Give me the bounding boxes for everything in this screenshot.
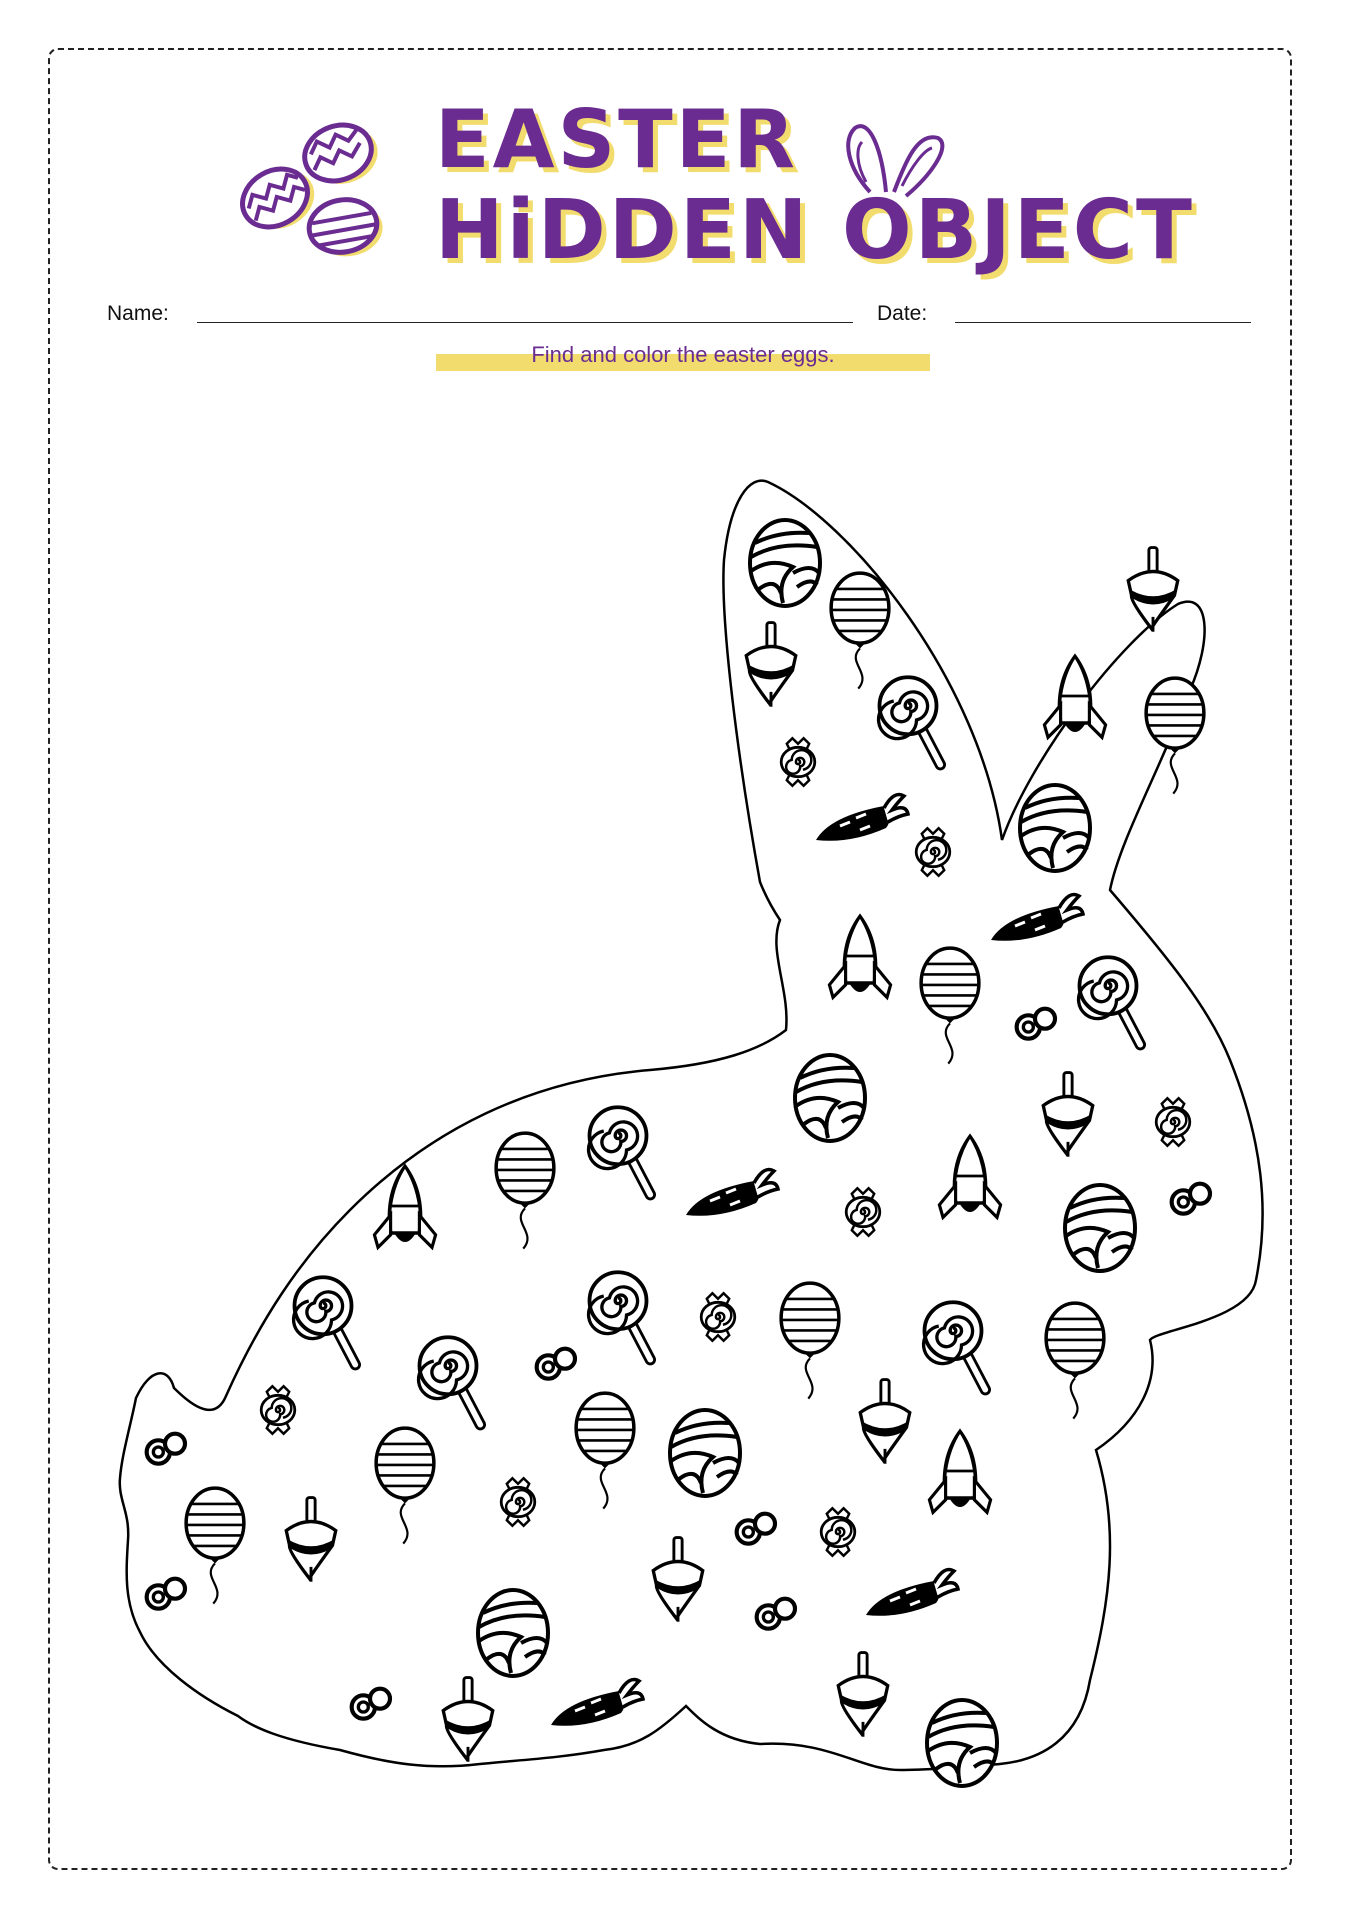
candy-icon[interactable] [1156, 1098, 1190, 1146]
candy-icon[interactable] [846, 1188, 880, 1236]
balloon-icon[interactable] [496, 1133, 554, 1249]
spinning-top-icon[interactable] [286, 1498, 336, 1582]
candy-icon[interactable] [781, 738, 815, 786]
lollipop-icon[interactable] [924, 1302, 986, 1389]
title-line-1: EASTER [435, 93, 798, 186]
easter-egg-icon[interactable] [927, 1700, 997, 1786]
balloon-icon[interactable] [1046, 1303, 1104, 1419]
spinning-top-icon[interactable] [1128, 548, 1178, 632]
candy-icon[interactable] [501, 1478, 535, 1526]
balloon-icon[interactable] [376, 1428, 434, 1544]
rocket-icon[interactable] [939, 1136, 1000, 1217]
candy-icon[interactable] [701, 1293, 735, 1341]
spinning-top-icon[interactable] [653, 1538, 703, 1622]
spinning-top-icon[interactable] [746, 623, 796, 707]
carrot-icon[interactable] [991, 895, 1083, 941]
spinning-top-icon[interactable] [443, 1678, 493, 1762]
carrot-icon[interactable] [866, 1570, 958, 1616]
cherry-icon[interactable] [757, 1599, 795, 1629]
balloon-icon[interactable] [831, 573, 889, 689]
carrot-icon[interactable] [686, 1170, 778, 1216]
cherry-icon[interactable] [147, 1579, 185, 1609]
title-line-2: HiDDEN OBJECT [435, 183, 1195, 278]
cherry-icon[interactable] [1017, 1009, 1055, 1039]
instruction-text: Find and color the easter eggs. [531, 342, 835, 367]
easter-egg-icon[interactable] [670, 1410, 740, 1496]
balloon-icon[interactable] [921, 948, 979, 1064]
easter-egg-icon[interactable] [478, 1590, 548, 1676]
carrot-icon[interactable] [816, 795, 908, 841]
lollipop-icon[interactable] [419, 1337, 481, 1424]
carrot-icon[interactable] [551, 1680, 643, 1726]
rocket-icon[interactable] [1044, 656, 1105, 737]
balloon-icon[interactable] [781, 1283, 839, 1399]
easter-egg-icon[interactable] [1020, 785, 1090, 871]
name-label: Name: [107, 302, 169, 325]
lollipop-icon[interactable] [1079, 957, 1141, 1044]
hidden-objects [147, 520, 1210, 1786]
candy-icon[interactable] [261, 1386, 295, 1434]
spinning-top-icon[interactable] [860, 1380, 910, 1464]
candy-icon[interactable] [916, 828, 950, 876]
balloon-icon[interactable] [186, 1488, 244, 1604]
lollipop-icon[interactable] [589, 1107, 651, 1194]
easter-egg-icon[interactable] [750, 520, 820, 606]
cherry-icon[interactable] [537, 1349, 575, 1379]
cherry-icon[interactable] [147, 1434, 185, 1464]
balloon-icon[interactable] [576, 1393, 634, 1509]
cherry-icon[interactable] [1172, 1184, 1210, 1214]
easter-egg-icon[interactable] [795, 1055, 865, 1141]
rocket-icon[interactable] [929, 1431, 990, 1512]
lollipop-icon[interactable] [294, 1277, 356, 1364]
easter-egg-icon[interactable] [1065, 1185, 1135, 1271]
spinning-top-icon[interactable] [838, 1653, 888, 1737]
cherry-icon[interactable] [352, 1689, 390, 1719]
lollipop-icon[interactable] [879, 677, 941, 764]
cherry-icon[interactable] [737, 1514, 775, 1544]
candy-icon[interactable] [821, 1508, 855, 1556]
spinning-top-icon[interactable] [1043, 1073, 1093, 1157]
rocket-icon[interactable] [829, 916, 890, 997]
date-label: Date: [877, 302, 928, 325]
lollipop-icon[interactable] [589, 1272, 651, 1359]
